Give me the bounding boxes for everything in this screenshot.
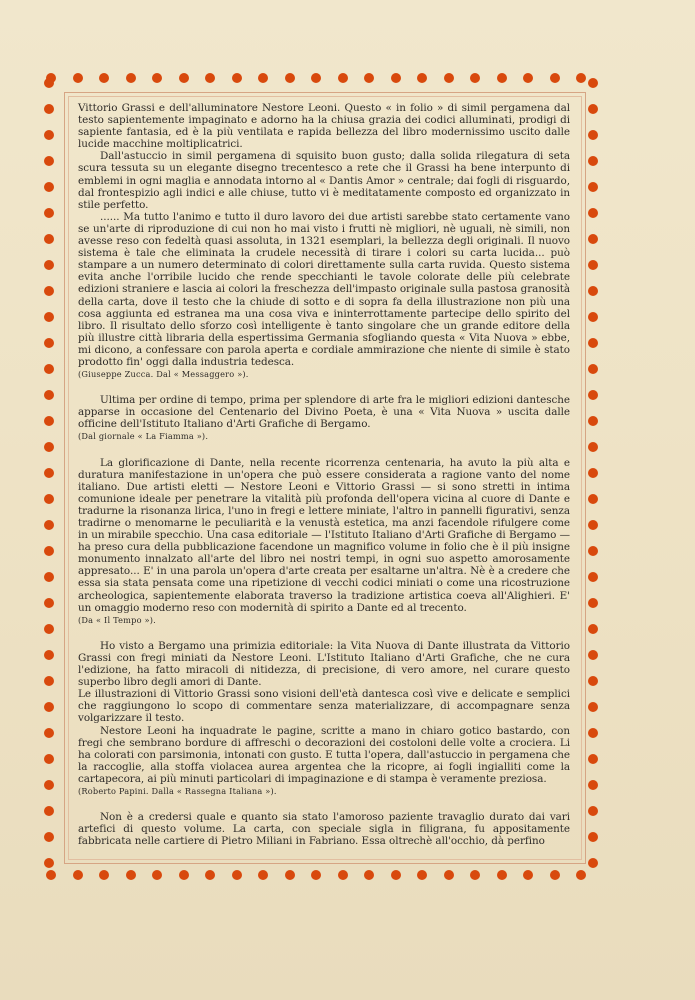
border-dot — [44, 832, 54, 842]
border-dot — [588, 286, 598, 296]
border-dot — [44, 442, 54, 452]
border-dot — [44, 182, 54, 192]
border-dot — [179, 870, 189, 880]
paragraph: Vittorio Grassi e dell'alluminatore Nestore Leoni. Questo « in folio » di simil pergamena dal testo sapientemente impaginato e adorno ha la chiusa grazia dei codici alluminati, prodigi di sapiente fantasia, ed è la più ventilata e rapida bellezza del libro modernissimo uscito dalle lucide macchine moltiplicatrici. — [78, 102, 570, 151]
border-dot — [338, 870, 348, 880]
border-dot — [44, 468, 54, 478]
right-dot-border — [588, 78, 602, 878]
paragraph: Ho visto a Bergamo una primizia editoriale: la Vita Nuova di Dante illustrata da Vittorio Grassi con fregi miniati da Nestore Leoni. L'Istituto Italiano d'Arti Grafiche, che ne cura l'edizione, ha fatto miracoli di nitidezza, di precisione, di vero amore, nel curare questo superbo libro degli amori di Dante. — [78, 639, 570, 689]
border-dot — [99, 73, 109, 83]
border-dot — [364, 73, 374, 83]
border-dot — [497, 73, 507, 83]
border-dot — [588, 624, 598, 634]
paragraph: Dall'astuccio in simil pergamena di squisito buon gusto; dalla solida rilegatura di seta scura tessuta su un elegante disegno trecentesco a rete che il Grassi ha bene interpunto di emblemi in ogni maglia e annodata intorno al « Dantis Amor » centrale; dai fogli di risguardo, dal frontespizio agli indici e alle chiuse, tutto vi è meditatamente composto ed organizzato in stile perfetto. — [78, 150, 570, 211]
border-dot — [364, 870, 374, 880]
border-dot — [126, 73, 136, 83]
border-dot — [44, 598, 54, 608]
border-dot — [44, 260, 54, 270]
border-dot — [44, 104, 54, 114]
border-dot — [44, 494, 54, 504]
border-dot — [444, 870, 454, 880]
border-dot — [44, 286, 54, 296]
paragraph: ...... Ma tutto l'animo e tutto il duro lavoro dei due artisti sarebbe stato certamente vano se un'arte di riproduzione di cui non ho mai visto i frutti nè migliori, nè uguali, nè simili, non avesse reso con fedeltà quasi assoluta, in 1321 esemplari, la bellezza degli originali. Il nuovo sistema è tale che eliminata la crudele necessità di tirare i colori su carta lucida... può stampare a un numero determinato di colori direttamente sulla carta ruvida. Questo sistema evita anche l'orribile lucido che rende specchianti le tavole colorate delle più celebrate edizioni straniere e lascia ai colori la freschezza dell'impasto originale sulla pastosa granosità della carta, dove il testo che la chiude di sotto e di sopra fa della illustrazione non più una cosa aggiunta ed estranea ma una cosa viva e ininterrottamente partecipe dello spirito del libro. Il risultato dello sforzo così intelligente è tanto singolare che un grande editore della più illustre città libraria della espertissima Germania sfogliando questa « Vita Nuova » ebbe, mi dicono, a confessare con parola aperta e cordiale ammirazione che niente di simile è stato prodotto fin' oggi dalla industria tedesca. — [78, 210, 570, 368]
border-dot — [588, 364, 598, 374]
border-dot — [576, 73, 586, 83]
border-dot — [588, 702, 598, 712]
border-dot — [44, 806, 54, 816]
border-dot — [44, 676, 54, 686]
border-dot — [232, 73, 242, 83]
paragraph: La glorificazione di Dante, nella recente ricorrenza centenaria, ha avuto la più alta e duratura manifestazione in un'opera che può essere considerata a ragione vanto del nome italiano. Due artisti eletti — Nestore Leoni e Vittorio Grassi — si sono stretti in intima comunione ideale per penetrare la vitalità più profonda dell'opera vicina al cuore di Dante e tradurne la risonanza lirica, l'uno in fregi e lettere miniate, l'altro in pannelli figurativi, senza tradirne o menomarne le peculiarità e la venustà estetica, ma anzi facendole rifulgere come in un mirabile specchio. Una casa editoriale — l'Istituto Italiano d'Arti Grafiche di Bergamo — ha preso cura della pubblicazione facendone un magnifico volume in folio che è il più insigne monumento innalzato all'arte del libro nei nostri tempi, in ogni suo aspetto amorosamente appresato... E' in una parola un'opera d'arte creata per esaltarne un'altra. Nè è a credere che essa sia stata pensata come una ripetizione di vecchi codici miniati o come una ricostruzione archeologica, sapientemente elaborata traverso la tradizione artistica coeva all'Alighieri. E' un omaggio moderno reso con modernità di spirito a Dante ed al trecento. — [78, 456, 570, 614]
border-dot — [588, 598, 598, 608]
review-zucca — [78, 102, 570, 380]
border-dot — [232, 870, 242, 880]
border-dot — [588, 208, 598, 218]
border-dot — [152, 870, 162, 880]
border-dot — [258, 73, 268, 83]
border-dot — [417, 73, 427, 83]
border-dot — [44, 754, 54, 764]
border-dot — [588, 650, 598, 660]
citation: (Dal giornale « La Fiamma »). — [78, 431, 209, 442]
border-dot — [588, 494, 598, 504]
border-dot — [205, 870, 215, 880]
border-dot — [152, 73, 162, 83]
border-dot — [44, 780, 54, 790]
border-dot — [285, 870, 295, 880]
border-dot — [44, 702, 54, 712]
border-dot — [391, 870, 401, 880]
border-dot — [44, 130, 54, 140]
top-dot-border — [46, 73, 606, 87]
border-dot — [44, 572, 54, 582]
border-dot — [44, 728, 54, 738]
border-dot — [588, 390, 598, 400]
border-dot — [44, 234, 54, 244]
border-dot — [588, 780, 598, 790]
border-dot — [338, 73, 348, 83]
paragraph: Nestore Leoni ha inquadrate le pagine, scritte a mano in chiaro gotico bastardo, con fregi che sembrano bordure di affreschi o decorazioni dei costoloni delle volte a crociera. Li ha colorati con parsimonia, intonati con gusto. E tutta l'opera, dall'astuccio in pergamena che la raccoglie, alla stoffa violacea aurea argentea che la ricopre, ai fogli ingialliti come la cartapecora, ai più minuti particolari di impaginazione e di stampa è veramente preziosa. — [78, 724, 570, 785]
review-il-tempo — [78, 457, 570, 626]
border-dot — [444, 73, 454, 83]
citation: (Roberto Papini. Dalla « Rassegna Italiana »). — [78, 785, 277, 796]
review-la-fiamma — [78, 394, 570, 442]
bottom-dot-border — [46, 870, 606, 884]
border-dot — [44, 208, 54, 218]
border-dot — [588, 676, 598, 686]
border-dot — [497, 870, 507, 880]
border-dot — [44, 78, 54, 88]
border-dot — [258, 870, 268, 880]
document-body — [78, 102, 570, 862]
border-dot — [588, 338, 598, 348]
border-dot — [44, 624, 54, 634]
paragraph: Le illustrazioni di Vittorio Grassi sono visioni dell'età dantesca così vive e delicate e semplici che raggiungono lo scopo di commentare senza materializzare, di accompagnare senza volgarizzare il testo. — [78, 688, 570, 725]
border-dot — [285, 73, 295, 83]
border-dot — [588, 468, 598, 478]
border-dot — [470, 870, 480, 880]
border-dot — [44, 312, 54, 322]
border-dot — [44, 156, 54, 166]
border-dot — [588, 104, 598, 114]
border-dot — [588, 182, 598, 192]
border-dot — [99, 870, 109, 880]
border-dot — [417, 870, 427, 880]
border-dot — [311, 73, 321, 83]
border-dot — [44, 416, 54, 426]
border-dot — [73, 870, 83, 880]
border-dot — [588, 78, 598, 88]
border-dot — [588, 572, 598, 582]
border-dot — [44, 650, 54, 660]
border-dot — [588, 130, 598, 140]
border-dot — [523, 73, 533, 83]
citation: (Giuseppe Zucca. Dal « Messaggero »). — [78, 369, 249, 380]
border-dot — [73, 73, 83, 83]
border-dot — [588, 234, 598, 244]
border-dot — [44, 338, 54, 348]
border-dot — [311, 870, 321, 880]
border-dot — [576, 870, 586, 880]
border-dot — [588, 260, 598, 270]
border-dot — [588, 520, 598, 530]
border-dot — [205, 73, 215, 83]
border-dot — [550, 870, 560, 880]
paragraph: Ultima per ordine di tempo, prima per splendore di arte fra le migliori edizioni dantesche apparse in occasione del Centenario del Divino Poeta, è una « Vita Nuova » uscita dalle officine dell'Istituto Italiano d'Arti Grafiche di Bergamo. — [78, 394, 570, 431]
border-dot — [588, 312, 598, 322]
border-dot — [44, 546, 54, 556]
border-dot — [588, 416, 598, 426]
review-paper-note — [78, 811, 570, 847]
border-dot — [470, 73, 480, 83]
border-dot — [588, 806, 598, 816]
border-dot — [126, 870, 136, 880]
border-dot — [588, 858, 598, 868]
border-dot — [391, 73, 401, 83]
border-dot — [588, 728, 598, 738]
border-dot — [588, 156, 598, 166]
border-dot — [588, 754, 598, 764]
border-dot — [588, 546, 598, 556]
border-dot — [44, 390, 54, 400]
border-dot — [44, 858, 54, 868]
border-dot — [550, 73, 560, 83]
border-dot — [44, 364, 54, 374]
border-dot — [588, 832, 598, 842]
border-dot — [179, 73, 189, 83]
review-papini — [78, 640, 570, 797]
left-dot-border — [44, 78, 58, 878]
border-dot — [588, 442, 598, 452]
border-dot — [523, 870, 533, 880]
paragraph: Non è a credersi quale e quanto sia stato l'amoroso paziente travaglio durato dai vari artefici di questo volume. La carta, con speciale sigla in filigrana, fu appositamente fabbricata nelle cartiere di Pietro Miliani in Fabriano. Essa oltrechè all'occhio, dà perfino — [78, 811, 570, 848]
border-dot — [44, 520, 54, 530]
citation: (Da « Il Tempo »). — [78, 614, 156, 625]
